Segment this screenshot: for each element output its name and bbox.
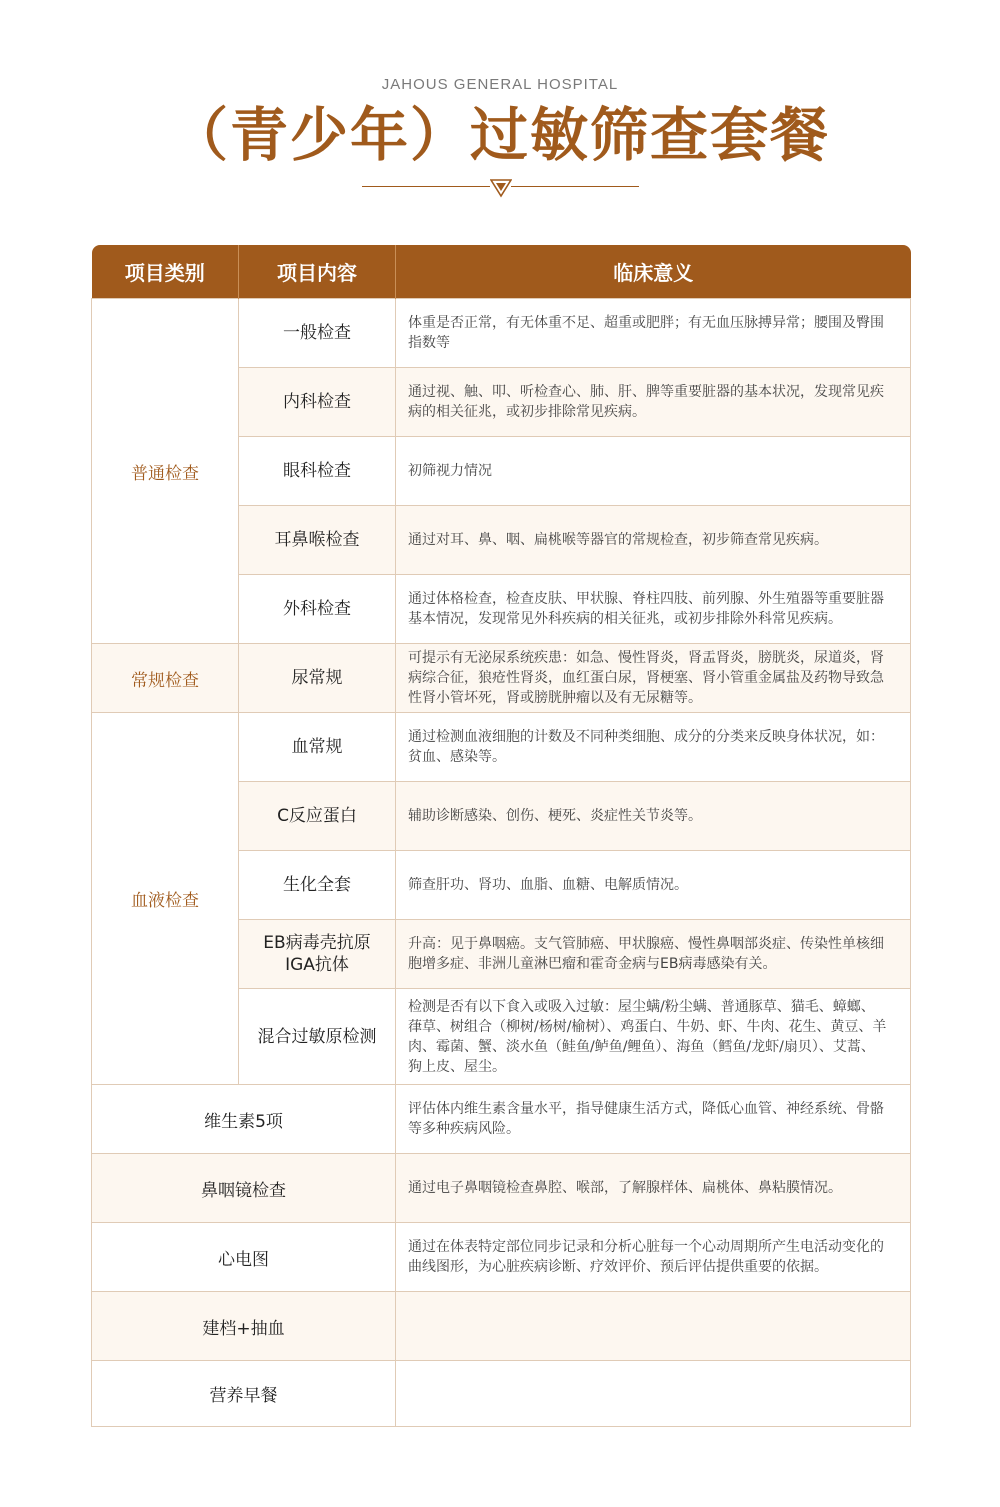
table-row xyxy=(92,299,911,368)
item-cell: 眼科检查 xyxy=(239,437,396,506)
desc-cell: 辅助诊断感染、创伤、梗死、炎症性关节炎等。 xyxy=(396,782,911,851)
hospital-name: JAHOUS GENERAL HOSPITAL xyxy=(381,76,619,93)
desc-cell: 可提示有无泌尿系统疾患：如急、慢性肾炎，肾盂肾炎，膀胱炎，尿道炎，肾病综合征，狼疮性肾炎，血红蛋白尿，肾梗塞、肾小管重金属盐及药物导致急性肾小管坏死，肾或膀胱肿瘤以及有无尿糖等。 xyxy=(396,644,911,713)
item-cell: 建档+抽血 xyxy=(92,1292,396,1361)
desc-cell xyxy=(396,1292,911,1361)
table-row xyxy=(92,1154,911,1223)
header-category: 项目类别 xyxy=(92,245,239,299)
title-divider-right xyxy=(511,186,639,187)
desc-cell: 通过在体表特定部位同步记录和分析心脏每一个心动周期所产生电活动变化的曲线图形，为心脏疾病诊断、疗效评价、预后评估提供重要的依据。 xyxy=(396,1223,911,1292)
page-header xyxy=(0,0,1000,245)
title-divider-left xyxy=(362,186,490,187)
desc-cell: 通过体格检查，检查皮肤、甲状腺、脊柱四肢、前列腺、外生殖器等重要脏器基本情况，发现常见外科疾病的相关征兆，或初步排除外科常见疾病。 xyxy=(396,575,911,644)
desc-cell: 初筛视力情况 xyxy=(396,437,911,506)
item-cell: 外科检查 xyxy=(239,575,396,644)
checkup-table xyxy=(91,245,911,1427)
table-header-row xyxy=(92,245,911,299)
item-cell: 营养早餐 xyxy=(92,1361,396,1427)
item-cell: 生化全套 xyxy=(239,851,396,920)
table-row xyxy=(92,713,911,782)
item-line: IGA抗体 xyxy=(285,955,349,975)
desc-cell: 通过视、触、叩、听检查心、肺、肝、脾等重要脏器的基本状况，发现常见疾病的相关征兆，或初步排除常见疾病。 xyxy=(396,368,911,437)
item-cell: 内科检查 xyxy=(239,368,396,437)
item-cell: 维生素5项 xyxy=(92,1085,396,1154)
checkup-table-container xyxy=(91,245,910,1427)
triangle-ornament-icon xyxy=(490,178,512,198)
desc-cell: 通过对耳、鼻、咽、扁桃喉等器官的常规检查，初步筛查常见疾病。 xyxy=(396,506,911,575)
desc-cell: 通过检测血液细胞的计数及不同种类细胞、成分的分类来反映身体状况，如：贫血、感染等。 xyxy=(396,713,911,782)
item-cell: C反应蛋白 xyxy=(239,782,396,851)
item-cell: 尿常规 xyxy=(239,644,396,713)
item-cell: 心电图 xyxy=(92,1223,396,1292)
desc-cell: 通过电子鼻咽镜检查鼻腔、喉部，了解腺样体、扁桃体、鼻粘膜情况。 xyxy=(396,1154,911,1223)
item-cell: 耳鼻喉检查 xyxy=(239,506,396,575)
desc-cell: 筛查肝功、肾功、血脂、血糖、电解质情况。 xyxy=(396,851,911,920)
desc-cell: 检测是否有以下食入或吸入过敏：屋尘螨/粉尘螨、普通豚草、猫毛、蟑螂、葎草、树组合（柳树/杨树/榆树）、鸡蛋白、牛奶、虾、牛肉、花生、黄豆、羊肉、霉菌、蟹、淡水鱼（鲑鱼/鲈鱼/鲤鱼）、海鱼（鳕鱼/龙虾/扇贝）、艾蒿、狗上皮、屋尘。 xyxy=(396,989,911,1085)
desc-cell: 体重是否正常，有无体重不足、超重或肥胖；有无血压脉搏异常；腰围及臀围指数等 xyxy=(396,299,911,368)
category-blood: 血液检查 xyxy=(92,713,239,1085)
table-row xyxy=(92,1223,911,1292)
table-row xyxy=(92,1085,911,1154)
table-row xyxy=(92,644,911,713)
category-general: 普通检查 xyxy=(92,299,239,644)
desc-cell xyxy=(396,1361,911,1427)
item-cell: 血常规 xyxy=(239,713,396,782)
header-significance: 临床意义 xyxy=(396,245,911,299)
table-row xyxy=(92,1361,911,1427)
category-routine: 常规检查 xyxy=(92,644,239,713)
table-row xyxy=(92,1292,911,1361)
item-cell: 鼻咽镜检查 xyxy=(92,1154,396,1223)
item-cell: 混合过敏原检测 xyxy=(239,989,396,1085)
item-cell: 一般检查 xyxy=(239,299,396,368)
desc-cell: 评估体内维生素含量水平，指导健康生活方式，降低心血管、神经系统、骨骼等多种疾病风险。 xyxy=(396,1085,911,1154)
page-title: （青少年）过敏筛查套餐 xyxy=(169,101,830,169)
desc-cell: 升高：见于鼻咽癌。支气管肺癌、甲状腺癌、慢性鼻咽部炎症、传染性单核细胞增多症、非洲儿童淋巴瘤和霍奇金病与EB病毒感染有关。 xyxy=(396,920,911,989)
item-line: EB病毒壳抗原 xyxy=(263,933,371,953)
header-item: 项目内容 xyxy=(239,245,396,299)
item-cell xyxy=(239,920,396,989)
